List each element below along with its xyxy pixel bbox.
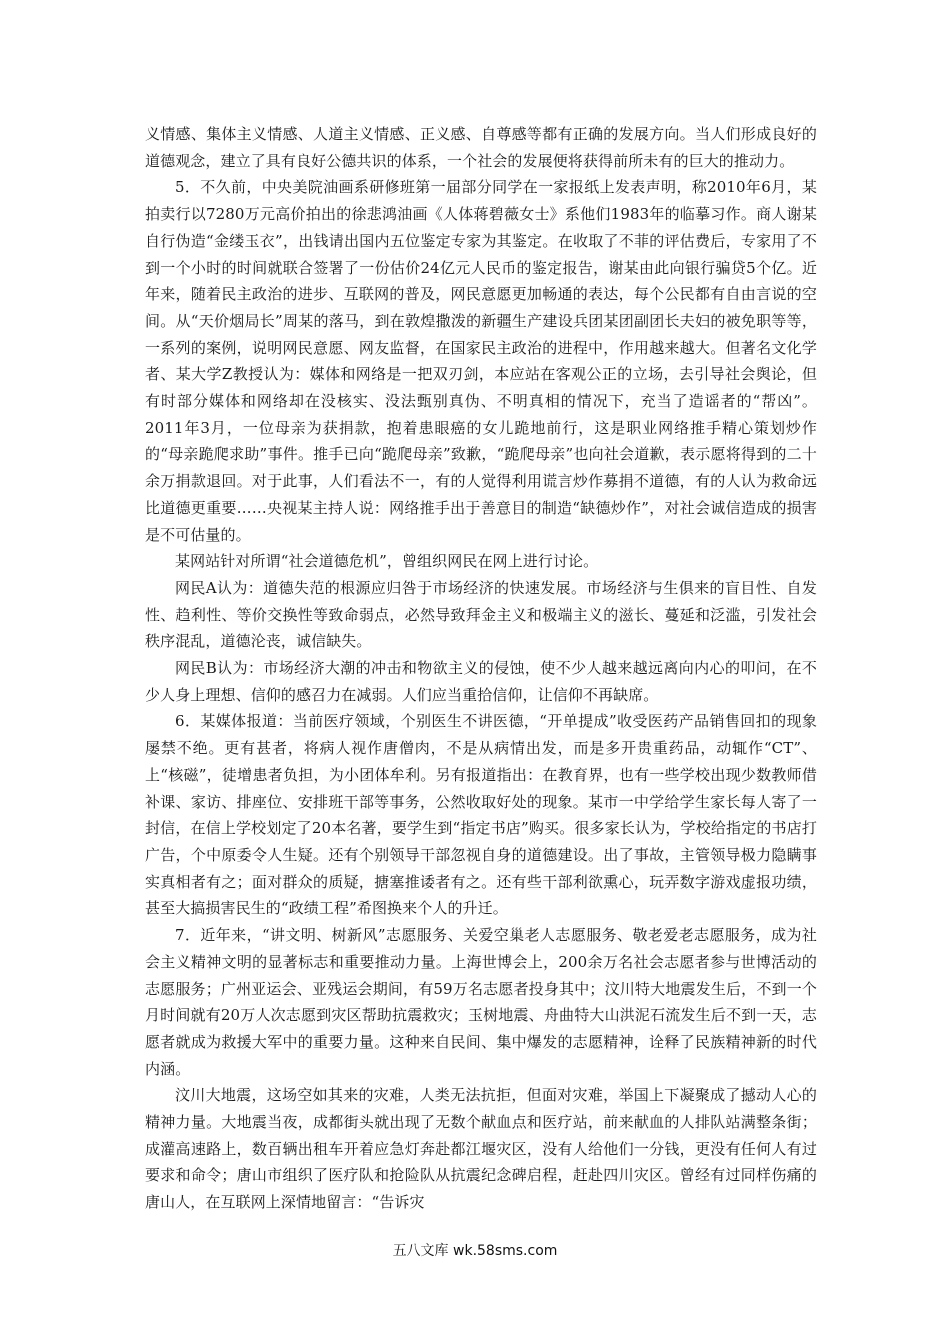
paragraph-netizen-b: 网民B认为：市场经济大潮的冲击和物欲主义的侵蚀，使不少人越来越远离向内心的叩问，在不少人身上理想、信仰的感召力在减弱。人们应当重拾信仰，让信仰不再缺席。 (145, 659, 817, 704)
paragraph-wenchuan-earthquake: 汶川大地震，这场空如其来的灾难，人类无法抗拒，但面对灾难，举国上下凝聚成了撼动人心的精神力量。大地震当夜，成都街头就出现了无数个献血点和医疗站，前来献血的人排队站满整条街；成灌高速路上，数百辆出租车开着应急灯奔赴都江堰灾区，没有人给他们一分钱，更没有任何人有过要求和命令；唐山市组织了医疗队和抢险队从抗震纪念碑启程，赶赴四川灾区。曾经有过同样伤痛的唐山人，在互联网上深情地留言：“告诉灾 (145, 1086, 817, 1212)
paragraph-netizen-a: 网民A认为：道德失范的根源应归咎于市场经济的快速发展。市场经济与生俱来的盲目性、自发性、趋利性、等价交换性等致命弱点，必然导致拜金主义和极端主义的滋长、蔓延和泛滥，引发社会秩序混乱，道德沦丧，诚信缺失。 (145, 578, 817, 651)
paragraph-website-discussion: 某网站针对所谓“社会道德危机”，曾组织网民在网上进行讨论。 (175, 552, 599, 571)
paragraph-item-5: 5．不久前，中央美院油画系研修班第一届部分同学在一家报纸上发表声明，称2010年6月，某拍卖行以7280万元高价拍出的徐悲鸿油画《人体蒋碧薇女士》系他们1983年的临摹习作。商人谢某自行伪造“金缕玉衣”，出钱请出国内五位鉴定专家为其鉴定。在收取了不菲的评估费后，专家用了不到一个小时的时间就联合签署了一份估价24亿元人民币的鉴定报告，谢某由此向银行骗贷5个亿。近年来，随着民主政治的进步、互联网的普及，网民意愿更加畅通的表达，每个公民都有自由言说的空间。从“天价烟局长”周某的落马，到在敦煌撒泼的新疆生产建设兵团某团副团长夫妇的被免职等等，一系列的案例，说明网民意愿、网友监督，在国家民主政治的进程中，作用越来越大。但著名文化学者、某大学Z教授认为：媒体和网络是一把双刃剑，本应站在客观公正的立场，去引导社会舆论，但有时部分媒体和网络却在没核实、没法甄别真伪、不明真相的情况下，充当了造谣者的“帮凶”。2011年3月，一位母亲为获捐款，抱着患眼癌的女儿跪地前行，这是职业网络推手精心策划炒作的“母亲跪爬求助”事件。推手已向“跪爬母亲”致歉，“跪爬母亲”也向社会道歉，表示愿将得到的二十余万捐款退回。对于此事，人们看法不一，有的人觉得利用谎言炒作募捐不道德，有的人认为救命远比道德更重要……央视某主持人说：网络推手出于善意目的制造“缺德炒作”，对社会诚信造成的损害是不可估量的。 (145, 178, 817, 544)
footer-watermark: 五八文库 wk.58sms.com (392, 1243, 558, 1259)
paragraph-item-6: 6．某媒体报道：当前医疗领域，个别医生不讲医德，“开单提成”收受医药产品销售回扣的现象屡禁不绝。更有甚者，将病人视作唐僧肉，不是从病情出发，而是多开贵重药品，动辄作“CT”、上“核磁”，徒增患者负担，为小团体牟利。另有报道指出：在教育界，也有一些学校出现少数教师借补课、家访、排座位、安排班干部等事务，公然收取好处的现象。某市一中学给学生家长每人寄了一封信，在信上学校划定了20本名著，要学生到“指定书店”购买。很多家长认为，学校给指定的书店打广告，个中原委令人生疑。还有个别领导干部忽视自身的道德建设。出了事故，主管领导极力隐瞒事实真相者有之；面对群众的质疑，搪塞推诿者有之。还有些干部利欲熏心，玩弄数字游戏虚报功绩，甚至大搞损害民生的“政绩工程”希图换来个人的升迁。 (145, 712, 817, 918)
paragraph-1: 义情感、集体主义情感、人道主义情感、正义感、自尊感等都有正确的发展方向。当人们形成良好的道德观念，建立了具有良好公德共识的体系，一个社会的发展便将获得前所未有的巨大的推动力。 (145, 125, 817, 170)
paragraph-item-7: 7．近年来，“讲文明、树新风”志愿服务、关爱空巢老人志愿服务、敬老爱老志愿服务，成为社会主义精神文明的显著标志和重要推动力量。上海世博会上，200余万名社会志愿者参与世博活动的志愿服务；广州亚运会、亚残运会期间，有59万名志愿者投身其中；汶川特大地震发生后，不到一个月时间就有20万人次志愿到灾区帮助抗震救灾；玉树地震、舟曲特大山洪泥石流发生后不到一天，志愿者就成为救援大军中的重要力量。这种来自民间、集中爆发的志愿精神，诠释了民族精神新的时代内涵。 (145, 926, 817, 1078)
document-body (145, 121, 817, 1216)
